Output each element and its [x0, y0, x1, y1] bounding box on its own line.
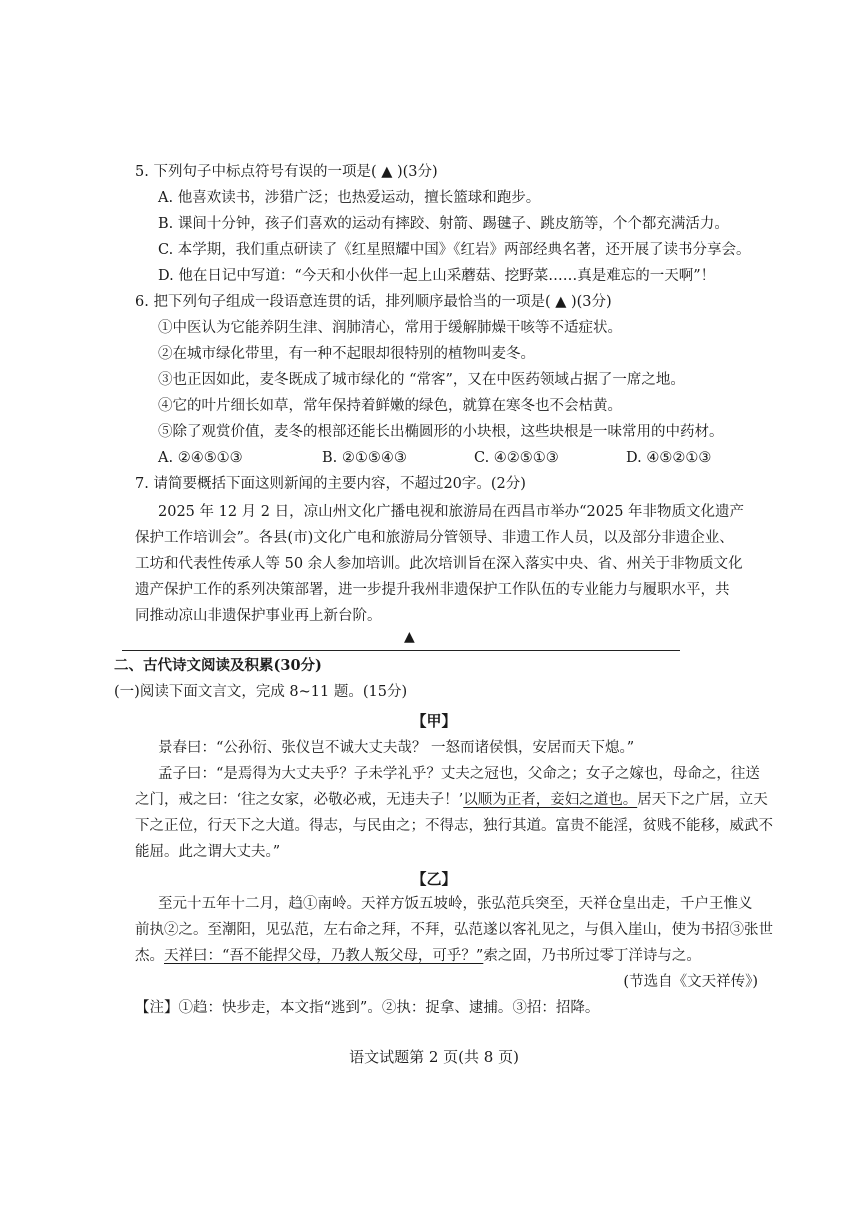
q6-sentence-4: ④它的叶片细长如草，常年保持着鲜嫩的绿色，就算在寒冬也不会枯黄。 — [158, 398, 622, 414]
passage-yi-heading: 【乙】 — [411, 870, 457, 888]
passage-jia-line: 能屈。此之谓大丈夫。” — [135, 844, 281, 860]
q7-news-line: 遗产保护工作的系列决策部署，进一步提升我州非遗保护工作队伍的专业能力与履职水平，共 — [135, 582, 730, 598]
q6-option-c: C. ④②⑤①③ — [474, 450, 559, 466]
passage-jia-line: 孟子曰：“是焉得为大丈夫乎？子未学礼乎？丈夫之冠也，父命之；女子之嫁也，母命之，往送 — [158, 766, 760, 782]
jia-text: 居天下之广居，立天 — [637, 792, 768, 808]
q7-news-line: 同推动凉山非遗保护事业再上新台阶。 — [135, 608, 382, 624]
answer-line[interactable] — [122, 650, 680, 651]
passage-jia-heading: 【甲】 — [411, 712, 457, 730]
passage-yi-line — [135, 946, 701, 966]
q6-sentence-5: ⑤除了观赏价值，麦冬的根部还能长出椭圆形的小块根，这些块根是一味常用的中药材。 — [158, 424, 724, 440]
section-subtitle: (一)阅读下面文言文，完成 8~11 题。(15分) — [114, 684, 408, 700]
page-footer: 语文试题第 2 页(共 8 页) — [349, 1048, 519, 1066]
jia-underlined-sentence: 以顺为正者，妾妇之道也。 — [463, 792, 638, 808]
q6-sentence-1: ①中医认为它能养阴生津、润肺清心，常用于缓解肺燥干咳等不适症状。 — [158, 320, 622, 336]
passage-jia-line — [135, 790, 768, 810]
passage-yi-line: 前执②之。至潮阳，见弘范，左右命之拜，不拜，弘范遂以客礼见之，与俱入崖山，使为书招③张世 — [135, 922, 773, 938]
q7-stem: 7. 请简要概括下面这则新闻的主要内容，不超过20字。(2分) — [135, 476, 526, 492]
yi-text: 索之固，乃书所过零丁洋诗与之。 — [483, 948, 701, 964]
q5-option-c: C. 本学期，我们重点研读了《红星照耀中国》《红岩》两部经典名著，还开展了读书分享会。 — [158, 242, 751, 258]
q6-option-a: A. ②④⑤①③ — [158, 450, 243, 466]
q6-sentence-3: ③也正因如此，麦冬既成了城市绿化的 “常客”，又在中医药领域占据了一席之地。 — [158, 372, 685, 388]
q6-stem: 6. 把下列句子组成一段语意连贯的话，排列顺序最恰当的一项是( ▲ )(3分) — [135, 294, 612, 310]
q5-option-b: B. 课间十分钟，孩子们喜欢的运动有摔跤、射箭、踢毽子、跳皮筋等，个个都充满活力。 — [158, 216, 729, 232]
q6-option-d: D. ④⑤②①③ — [626, 450, 712, 466]
annotation-note: 【注】①趋：快步走，本文指“逃到”。②执：捉拿、逮捕。③招：招降。 — [135, 1000, 600, 1016]
passage-source: (节选自《文天祥传》) — [623, 974, 758, 990]
q7-news-line: 2025 年 12 月 2 日，凉山州文化广播电视和旅游局在西昌市举办“2025 年非物质文化遗产 — [158, 504, 745, 520]
q7-news-line: 保护工作培训会”。各县(市)文化广电和旅游局分管领导、非遗工作人员，以及部分非遗企业、 — [135, 530, 734, 546]
q5-option-d: D. 他在日记中写道：“今天和小伙伴一起上山采蘑菇、挖野菜……真是难忘的一天啊”！ — [158, 268, 716, 284]
q6-option-b: B. ②①⑤④③ — [322, 450, 407, 466]
passage-jia-line: 景春曰：“公孙衍、张仪岂不诚大丈夫哉？ 一怒而诸侯惧，安居而天下熄。” — [158, 740, 635, 756]
passage-jia-line: 下之正位，行天下之大道。得志，与民由之；不得志，独行其道。富贵不能淫，贫贱不能移，威武不 — [135, 818, 773, 834]
passage-yi-line: 至元十五年十二月，趋①南岭。天祥方饭五坡岭，张弘范兵突至，天祥仓皇出走，千户王惟义 — [158, 896, 753, 912]
q6-sentence-2: ②在城市绿化带里，有一种不起眼却很特别的植物叫麦冬。 — [158, 346, 535, 362]
q5-stem: 5. 下列句子中标点符号有误的一项是( ▲ )(3分) — [135, 164, 438, 180]
jia-text: 之门，戒之曰：‘往之女家，必敬必戒，无违夫子！’ — [135, 792, 464, 808]
q5-option-a: A. 他喜欢读书，涉猎广泛；也热爱运动，擅长篮球和跑步。 — [158, 190, 541, 206]
yi-underlined-sentence: 天祥曰：“吾不能捍父母，乃教人叛父母，可乎？” — [164, 948, 484, 964]
q7-news-line: 工坊和代表性传承人等 50 余人参加培训。此次培训旨在深入落实中央、省、州关于非物质文化 — [135, 556, 743, 572]
yi-text: 杰。 — [135, 948, 164, 964]
section-title: 二、古代诗文阅读及积累(30分) — [114, 657, 322, 674]
answer-mark: ▲ — [404, 629, 415, 645]
